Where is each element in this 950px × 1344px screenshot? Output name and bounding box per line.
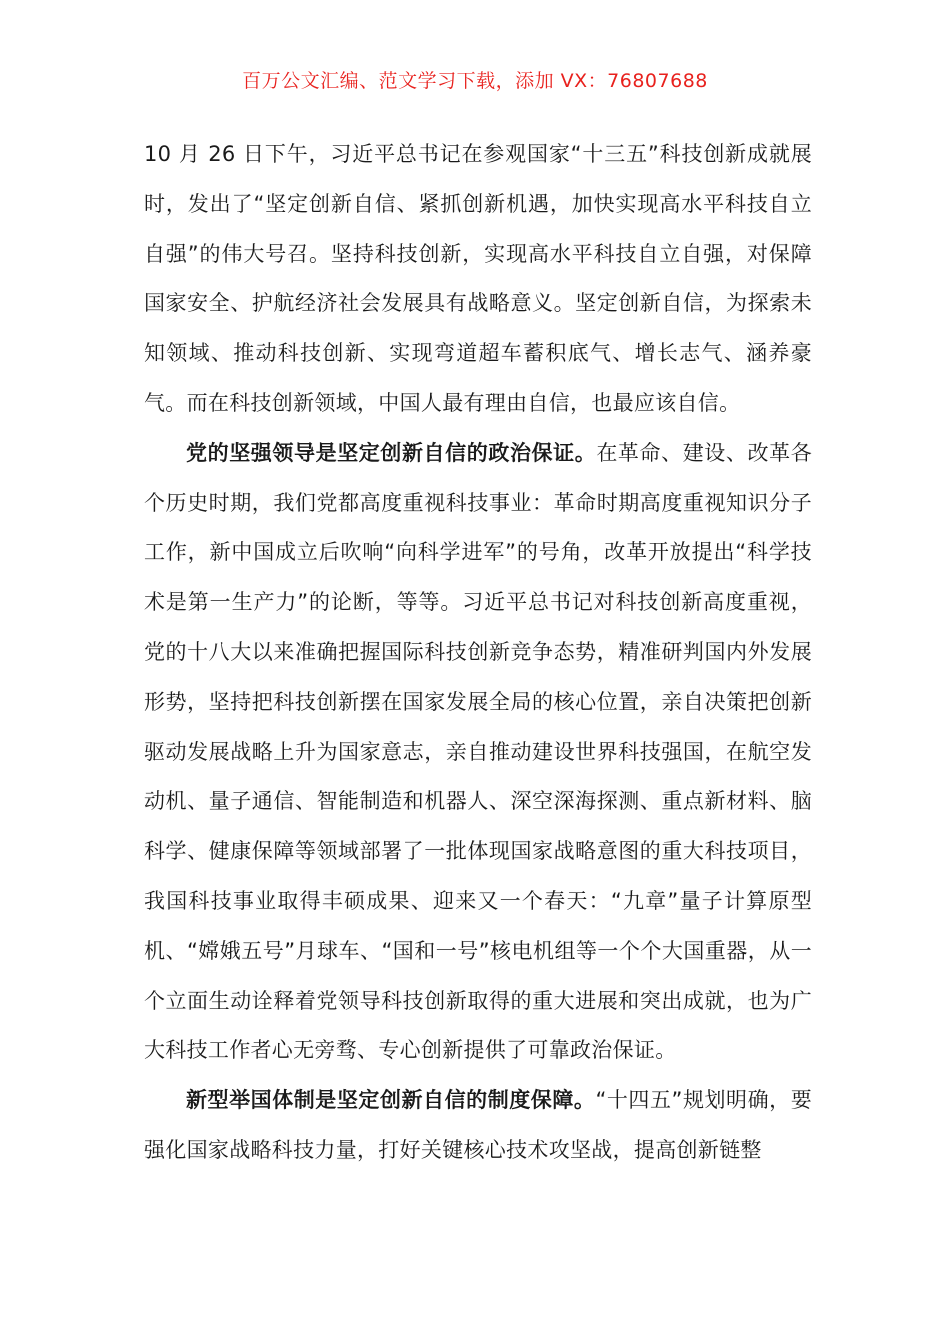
paragraph-party-leadership: [144, 429, 812, 1076]
document-body: [144, 130, 812, 1176]
paragraph-lead: 新型举国体制是坚定创新自信的制度保障。: [186, 1088, 596, 1113]
paragraph-text: 10 月 26 日下午，习近平总书记在参观国家“十三五”科技创新成就展时，发出了“坚定创新自信、紧抓创新机遇，加快实现高水平科技自立自强”的伟大号召。坚持科技创新，实现高水平科技自立自强，对保障国家安全、护航经济社会发展具有战略意义。坚定创新自信，为探索未知领域、推动科技创新、实现弯道超车蓄积底气、增长志气、涵养豪气。而在科技创新领域，中国人最有理由自信，也最应该自信。: [144, 142, 812, 415]
paragraph-lead: 党的坚强领导是坚定创新自信的政治保证。: [186, 440, 597, 465]
paragraph-national-system: [144, 1076, 812, 1176]
paragraph-text: 在革命、建设、改革各个历史时期，我们党都高度重视科技事业：革命时期高度重视知识分子工作，新中国成立后吹响“向科学进军”的号角，改革开放提出“科学技术是第一生产力”的论断，等等。习近平总书记对科技创新高度重视，党的十八大以来准确把握国际科技创新竞争态势，精准研判国内外发展形势，坚持把科技创新摆在国家发展全局的核心位置，亲自决策把创新驱动发展战略上升为国家意志，亲自推动建设世界科技强国，在航空发动机、量子通信、智能制造和机器人、深空深海探测、重点新材料、脑科学、健康保障等领域部署了一批体现国家战略意图的重大科技项目，我国科技事业取得丰硕成果、迎来又一个春天：“九章”量子计算原型机、“嫦娥五号”月球车、“国和一号”核电机组等一个个大国重器，从一个立面生动诠释着党领导科技创新取得的重大进展和突出成就，也为广大科技工作者心无旁骛、专心创新提供了可靠政治保证。: [144, 440, 812, 1063]
paragraph-text: “十四五”规划明确，要强化国家战略科技力量，打好关键核心技术攻坚战，提高创新链整: [144, 1088, 813, 1162]
watermark-header: 百万公文汇编、范文学习下载，添加 VX：76807688: [242, 70, 708, 92]
paragraph-intro: [144, 130, 812, 429]
